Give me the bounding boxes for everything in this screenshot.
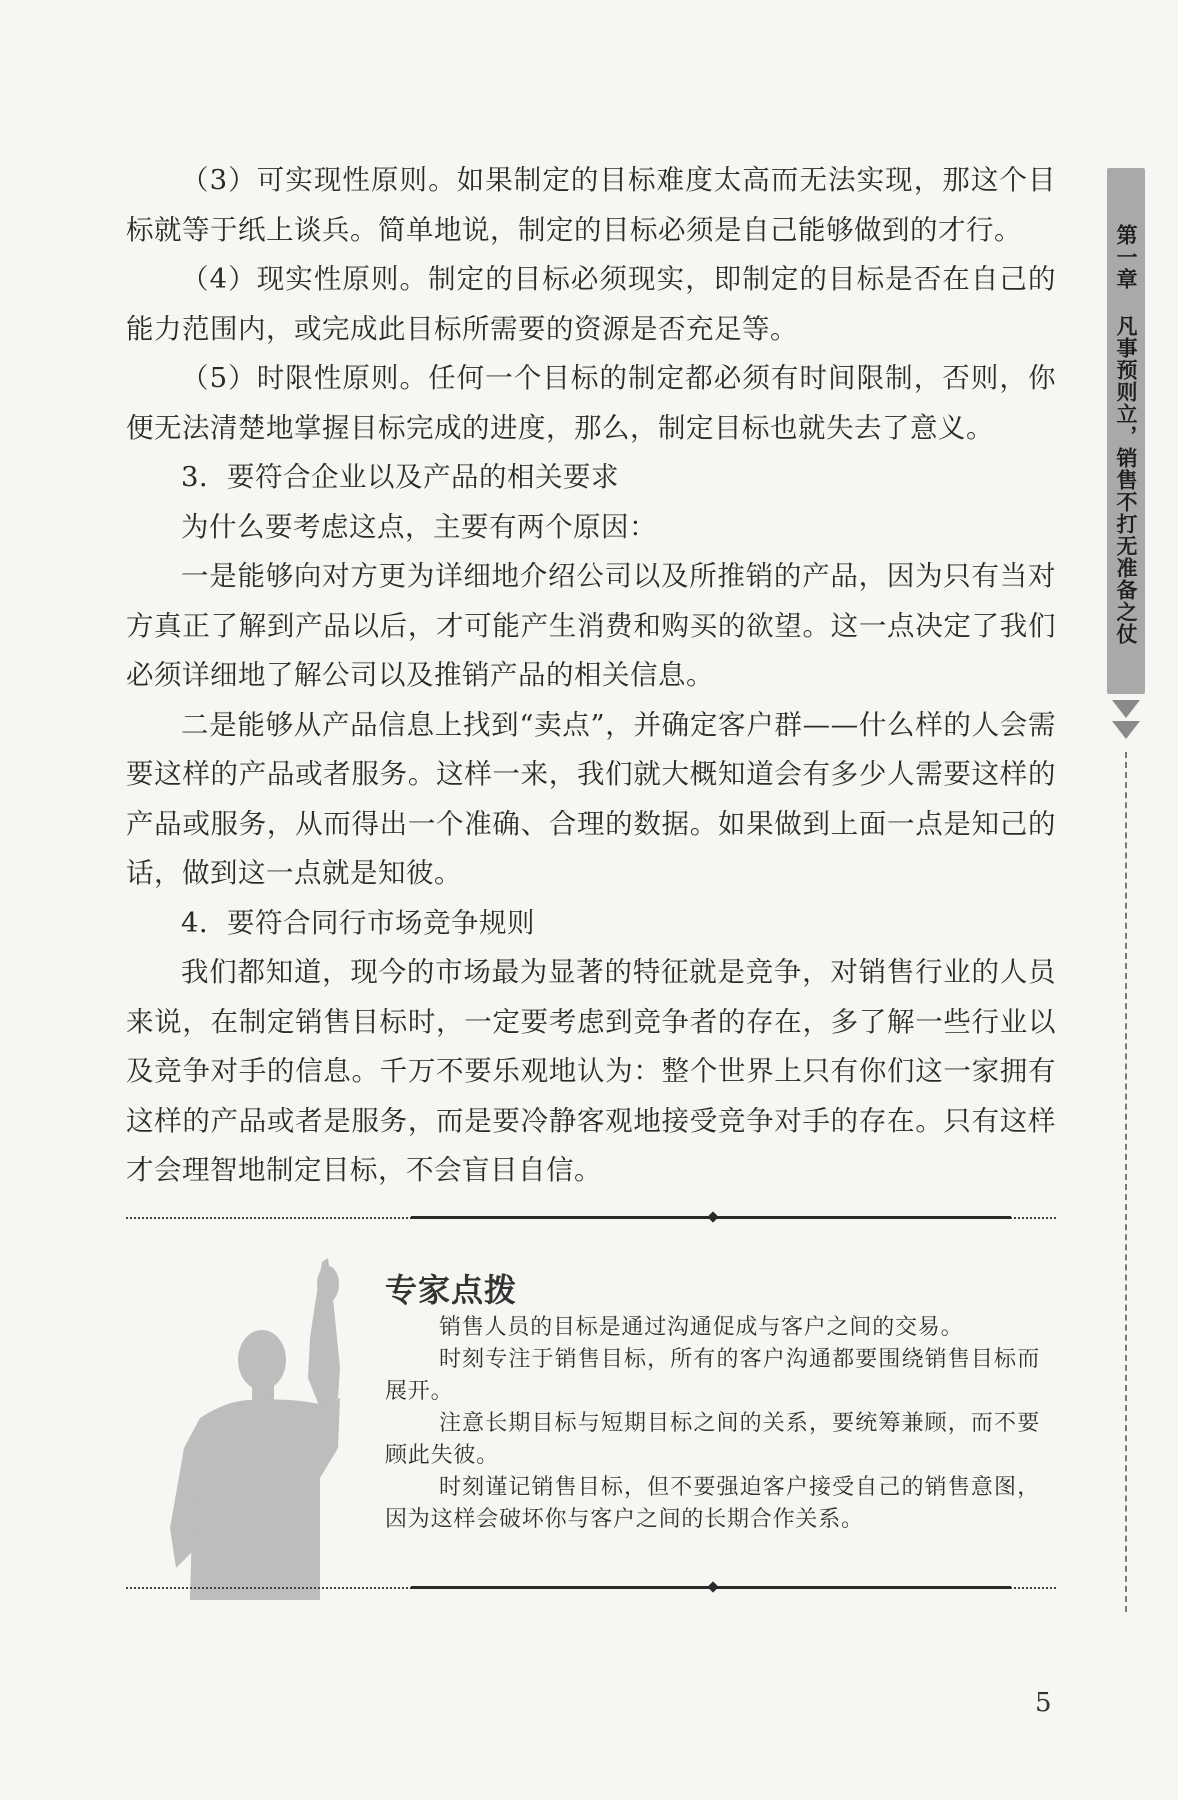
expert-tip: 时刻专注于销售目标，所有的客户沟通都要围绕销售目标而展开。 bbox=[385, 1347, 1040, 1404]
side-dashed-line bbox=[1125, 752, 1127, 1612]
expert-tips-title: 专家点拨 bbox=[385, 1271, 518, 1309]
down-arrow-icon bbox=[1112, 721, 1140, 739]
paragraph-competition: 我们都知道，现今的市场最为显著的特征就是竞争，对销售行业的人员来说，在制定销售目标时，一定要考虑到竞争者的存在，多了解一些行业以及竞争对手的信息。千万不要乐观地认为：整个世界上只有你们这一家拥有这样的产品或者是服务，而是要冷静客观地接受竞争对手的存在。只有这样才会理智地制定目标，不会盲目自信。 bbox=[126, 956, 1056, 1186]
section-heading-4: 4．要符合同行市场竞争规则 bbox=[181, 906, 535, 939]
down-arrow-icon bbox=[1112, 700, 1140, 718]
paragraph-principle-3: （3）可实现性原则。如果制定的目标难度太高而无法实现，那这个目标就等于纸上谈兵。简单地说，制定的目标必须是自己能够做到的才行。 bbox=[126, 164, 1056, 246]
paragraph-reason-2: 二是能够从产品信息上找到“卖点”，并确定客户群——什么样的人会需要这样的产品或者服务。这样一来，我们就大概知道会有多少人需要这样的产品或服务，从而得出一个准确、合理的数据。如果做到上面一点是知己的话，做到这一点就是知彼。 bbox=[126, 708, 1056, 889]
expert-tips bbox=[385, 1312, 1040, 1536]
paragraph-principle-5: （5）时限性原则。任何一个目标的制定都必须有时间限制，否则，你便无法清楚地掌握目标完成的进度，那么，制定目标也就失去了意义。 bbox=[126, 362, 1056, 444]
paragraph-reasons-intro: 为什么要考虑这点，主要有两个原因： bbox=[181, 510, 657, 543]
page-number: 5 bbox=[1035, 1688, 1052, 1718]
body-text bbox=[126, 156, 1056, 1196]
top-divider bbox=[126, 1213, 1056, 1223]
expert-tip: 销售人员的目标是通过沟通促成与客户之间的交易。 bbox=[439, 1315, 964, 1340]
section-heading-3: 3．要符合企业以及产品的相关要求 bbox=[181, 461, 619, 493]
bottom-divider bbox=[126, 1583, 1056, 1593]
paragraph-reason-1: 一是能够向对方更为详细地介绍公司以及所推销的产品，因为只有当对方真正了解到产品以后，才可能产生消费和购买的欲望。这一点决定了我们必须详细地了解公司以及推销产品的相关信息。 bbox=[126, 560, 1056, 691]
paragraph-principle-4: （4）现实性原则。制定的目标必须现实，即制定的目标是否在自己的能力范围内，或完成此目标所需要的资源是否充足等。 bbox=[126, 263, 1056, 345]
presenter-figure-icon bbox=[170, 1248, 370, 1600]
chapter-title: 第一章 凡事预则立，销售不打无准备之仗 bbox=[1114, 224, 1138, 645]
expert-tip: 时刻谨记销售目标，但不要强迫客户接受自己的销售意图，因为这样会破坏你与客户之间的长期合作关系。 bbox=[385, 1475, 1040, 1532]
expert-tip: 注意长期目标与短期目标之间的关系，要统筹兼顾，而不要顾此失彼。 bbox=[385, 1411, 1040, 1468]
chapter-side-tab bbox=[1107, 168, 1145, 694]
side-arrows bbox=[1110, 700, 1142, 742]
